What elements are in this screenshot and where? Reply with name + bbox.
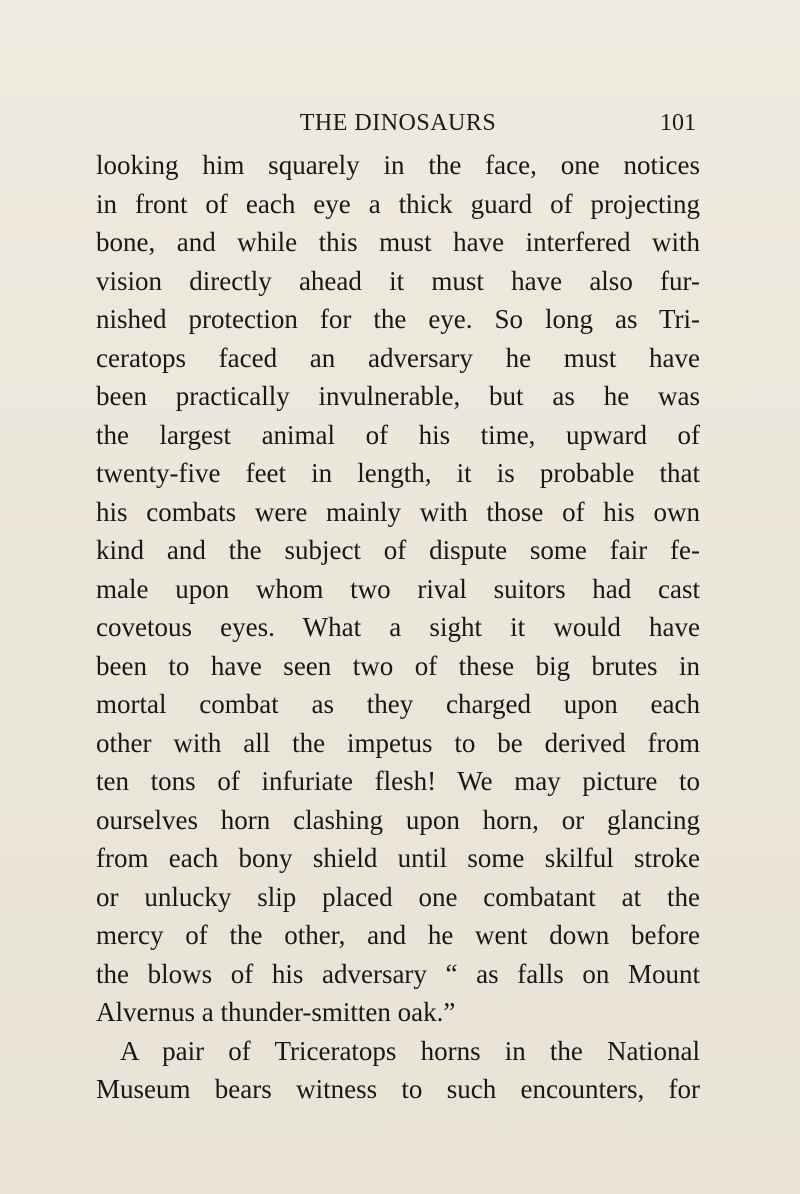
text-line: in front of each eye a thick guard of projecting — [96, 188, 700, 219]
text-line: from each bony shield until some skilful stroke — [96, 843, 700, 873]
text-line: Museum bears witness to such encounters, for — [96, 1074, 700, 1104]
text-line: ten tons of infuriate flesh! We may picture to — [96, 766, 700, 796]
text-line: mercy of the other, and he went down before — [96, 920, 700, 950]
text-line: nished protection for the eye. So long as Tri- — [96, 304, 700, 334]
running-head — [96, 106, 700, 140]
text-line: mortal combat as they charged upon each — [96, 689, 700, 719]
text-line: his combats were mainly with those of his own — [96, 496, 700, 527]
text-line: other with all the impetus to be derived from — [96, 727, 700, 758]
body-text — [96, 146, 700, 1109]
text-line: ceratops faced an adversary he must have — [96, 342, 700, 373]
text-line: covetous eyes. What a sight it would have — [96, 612, 700, 642]
text-line: been to have seen two of these big brutes in — [96, 650, 700, 681]
running-title: THE DINOSAURS — [299, 110, 497, 136]
text-line: looking him squarely in the face, one notices — [96, 150, 700, 180]
page-number: 101 — [660, 110, 696, 136]
text-line: ourselves horn clashing upon horn, or glancing — [96, 804, 700, 835]
text-line: A pair of Triceratops horns in the National — [120, 1035, 700, 1066]
text-line: male upon whom two rival suitors had cast — [96, 573, 700, 604]
text-line: been practically invulnerable, but as he was — [96, 381, 700, 411]
text-line: kind and the subject of dispute some fair fe- — [96, 535, 700, 565]
text-line: Alvernus a thunder-smitten oak.” — [96, 997, 456, 1027]
text-line: vision directly ahead it must have also fur- — [96, 265, 700, 296]
text-line: the blows of his adversary “ as falls on Mount — [96, 958, 700, 989]
text-line: the largest animal of his time, upward of — [96, 419, 700, 450]
text-line: or unlucky slip placed one combatant at the — [96, 881, 700, 912]
text-line: twenty-five feet in length, it is probable that — [96, 458, 700, 488]
text-line: bone, and while this must have interfered with — [96, 227, 700, 257]
